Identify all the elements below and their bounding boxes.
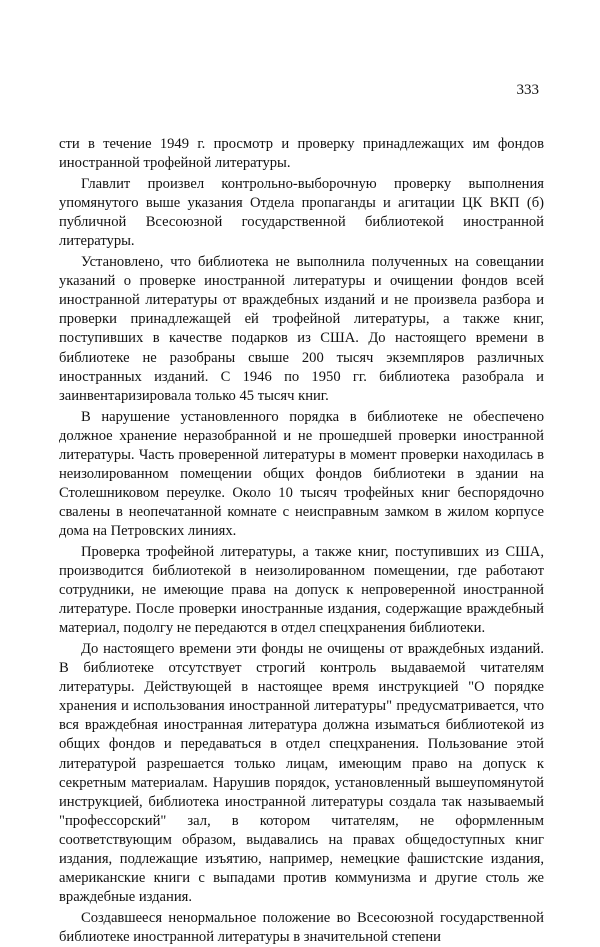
paragraph-findings: Установлено, что библиотека не выполнила полученных на совещании указаний о проверке иностранной литературы и очищении фондов всей иностранной литературы от враждебных изданий и не произвела разбора и проверки принадлежащей ей трофейной литературы, а также книг, поступивших в качестве подарков из США. До настоящего времени в библиотеке не разобраны свыше 200 тысяч экземпляров различных иностранных изданий. С 1946 по 1950 гг. библиотека разобрала и заинвентаризировала только 45 тысяч книг.: [59, 254, 544, 404]
paragraph-storage-violations: В нарушение установленного порядка в библиотеке не обеспечено должное хранение неразобранной и не прошедшей проверки иностранной литературы. Часть проверенной литературы в момент проверки находилась в неизолированном помещении общих фондов библиотеки в здании на Столешниковом переулке. Около 10 тысяч трофейных книг беспорядочно свалены в неопечатанной комнате с неисправным замком в жилом корпусе дома на Петровских линиях.: [59, 408, 544, 539]
paragraph-trophy-check: Проверка трофейной литературы, а также книг, поступивших из США, производится библиотекой в неизолированном помещении, где работают сотрудники, не имеющие права на допуск к непроверенной иностранной литературе. После проверки иностранные издания, содержащие враждебный материал, подолгу не передаются в отдел спецхранения библиотеки.: [59, 543, 544, 637]
page-number: 333: [516, 82, 539, 98]
paragraph-continuation: сти в течение 1949 г. просмотр и проверку принадлежащих им фондов иностранной трофейной литературы.: [59, 136, 544, 172]
paragraph-funds-not-cleared: До настоящего времени эти фонды не очищены от враждебных изданий. В библиотеке отсутствует строгий контроль выдаваемой читателям литературы. Действующей в настоящее время инструкцией "О порядке хранения и использования иностранной литературы" предусматривается, что вся враждебная иностранная литература должна изыматься библиотекой из общих фондов и передаваться в отдел спецхранения. Пользование этой литературой разрешается только лицам, имеющим право на допуск к секретным материалам. Нарушив порядок, установленный вышеупомянутой инструкцией, библиотека иностранной литературы создала так называемый "профессорский" зал, в котором читателям, не оформленным соответствующим образом, выдавались на правах общедоступных книг издания, подлежащие изъятию, например, немецкие фашистские издания, американские книги с выпадами против коммунизма и другие столь же враждебные издания.: [59, 641, 544, 905]
paragraph-glavlit-check: Главлит произвел контрольно-выборочную проверку выполнения упомянутого выше указания Отдела пропаганды и агитации ЦК ВКП (б) публичной Всесоюзной государственной библиотекой иностранной литературы.: [59, 176, 544, 250]
paragraph-abnormal-situation: Создавшееся ненормальное положение во Всесоюзной государственной библиотеке иностранной литературы в значительной степени: [59, 909, 544, 945]
body-text: [59, 135, 544, 947]
